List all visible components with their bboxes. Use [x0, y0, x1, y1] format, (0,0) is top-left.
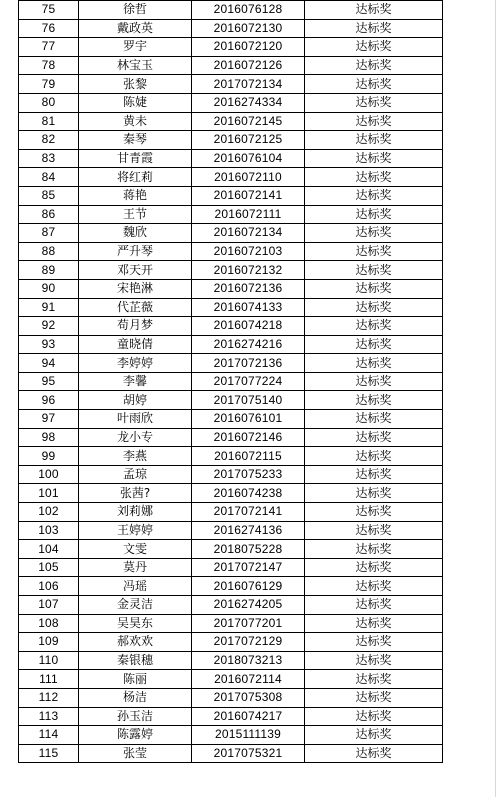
row-number-cell: 106: [19, 577, 79, 596]
table-row: [19, 372, 443, 391]
row-number-cell: 105: [19, 558, 79, 577]
table-row: [19, 205, 443, 224]
award-cell: 达标奖: [305, 744, 443, 763]
award-cell: 达标奖: [305, 503, 443, 522]
student-name-cell: 秦琴: [79, 131, 192, 150]
award-cell: 达标奖: [305, 614, 443, 633]
student-name-cell: 陈婕: [79, 93, 192, 112]
award-cell: 达标奖: [305, 726, 443, 745]
student-name-cell: 杨洁: [79, 688, 192, 707]
award-cell: 达标奖: [305, 93, 443, 112]
table-row: [19, 465, 443, 484]
row-number-cell: 96: [19, 391, 79, 410]
table-row: [19, 428, 443, 447]
student-id-cell: 2016074238: [192, 484, 305, 503]
award-cell: 达标奖: [305, 651, 443, 670]
table-row: [19, 186, 443, 205]
student-id-cell: 2016076104: [192, 149, 305, 168]
row-number-cell: 77: [19, 38, 79, 57]
award-cell: 达标奖: [305, 168, 443, 187]
student-id-cell: 2016072103: [192, 242, 305, 261]
row-number-cell: 107: [19, 596, 79, 615]
award-cell: 达标奖: [305, 149, 443, 168]
student-id-cell: 2017077201: [192, 614, 305, 633]
student-id-cell: 2016074218: [192, 317, 305, 336]
student-name-cell: 叶雨欣: [79, 410, 192, 429]
row-number-cell: 98: [19, 428, 79, 447]
student-name-cell: 代芷薇: [79, 298, 192, 317]
student-id-cell: 2017072147: [192, 558, 305, 577]
table-row: [19, 596, 443, 615]
row-number-cell: 79: [19, 75, 79, 94]
row-number-cell: 93: [19, 335, 79, 354]
award-cell: 达标奖: [305, 372, 443, 391]
row-number-cell: 114: [19, 726, 79, 745]
student-id-cell: 2016072141: [192, 186, 305, 205]
table-row: [19, 651, 443, 670]
student-name-cell: 宋艳淋: [79, 279, 192, 298]
table-row: [19, 93, 443, 112]
table-row: [19, 726, 443, 745]
student-name-cell: 张茜?: [79, 484, 192, 503]
student-name-cell: 金灵洁: [79, 596, 192, 615]
student-name-cell: 张莹: [79, 744, 192, 763]
student-id-cell: 2017072136: [192, 354, 305, 373]
row-number-cell: 113: [19, 707, 79, 726]
student-id-cell: 2016072132: [192, 261, 305, 280]
student-id-cell: 2016072120: [192, 38, 305, 57]
award-cell: 达标奖: [305, 670, 443, 689]
student-id-cell: 2015111139: [192, 726, 305, 745]
row-number-cell: 102: [19, 503, 79, 522]
student-id-cell: 2017075233: [192, 465, 305, 484]
student-name-cell: 李婷婷: [79, 354, 192, 373]
table-row: [19, 391, 443, 410]
table-row: [19, 1, 443, 20]
row-number-cell: 90: [19, 279, 79, 298]
table-row: [19, 19, 443, 38]
student-name-cell: 苟月梦: [79, 317, 192, 336]
table-row: [19, 131, 443, 150]
student-name-cell: 王节: [79, 205, 192, 224]
student-name-cell: 胡婷: [79, 391, 192, 410]
student-id-cell: 2017075140: [192, 391, 305, 410]
student-id-cell: 2016072146: [192, 428, 305, 447]
student-id-cell: 2018075228: [192, 540, 305, 559]
row-number-cell: 94: [19, 354, 79, 373]
row-number-cell: 112: [19, 688, 79, 707]
row-number-cell: 82: [19, 131, 79, 150]
student-name-cell: 黄未: [79, 112, 192, 131]
student-name-cell: 张黎: [79, 75, 192, 94]
student-name-cell: 严升琴: [79, 242, 192, 261]
student-id-cell: 2016076128: [192, 1, 305, 20]
award-cell: 达标奖: [305, 112, 443, 131]
student-id-cell: 2017072129: [192, 633, 305, 652]
student-id-cell: 2016274216: [192, 335, 305, 354]
student-id-cell: 2016072126: [192, 56, 305, 75]
student-id-cell: 2016076101: [192, 410, 305, 429]
award-cell: 达标奖: [305, 317, 443, 336]
row-number-cell: 83: [19, 149, 79, 168]
table-row: [19, 447, 443, 466]
award-cell: 达标奖: [305, 242, 443, 261]
award-cell: 达标奖: [305, 186, 443, 205]
row-number-cell: 110: [19, 651, 79, 670]
row-number-cell: 95: [19, 372, 79, 391]
row-number-cell: 88: [19, 242, 79, 261]
student-name-cell: 蒋艳: [79, 186, 192, 205]
award-cell: 达标奖: [305, 354, 443, 373]
table-row: [19, 279, 443, 298]
student-id-cell: 2016274334: [192, 93, 305, 112]
row-number-cell: 101: [19, 484, 79, 503]
student-name-cell: 冯瑶: [79, 577, 192, 596]
award-cell: 达标奖: [305, 447, 443, 466]
row-number-cell: 92: [19, 317, 79, 336]
award-cell: 达标奖: [305, 75, 443, 94]
student-id-cell: 2016072136: [192, 279, 305, 298]
table-row: [19, 521, 443, 540]
award-cell: 达标奖: [305, 298, 443, 317]
table-row: [19, 707, 443, 726]
award-cell: 达标奖: [305, 1, 443, 20]
student-id-cell: 2016274205: [192, 596, 305, 615]
student-id-cell: 2016072145: [192, 112, 305, 131]
table-row: [19, 261, 443, 280]
award-cell: 达标奖: [305, 596, 443, 615]
student-name-cell: 李馨: [79, 372, 192, 391]
row-number-cell: 78: [19, 56, 79, 75]
table-row: [19, 168, 443, 187]
award-cell: 达标奖: [305, 279, 443, 298]
award-cell: 达标奖: [305, 558, 443, 577]
row-number-cell: 111: [19, 670, 79, 689]
student-id-cell: 2016072125: [192, 131, 305, 150]
table-row: [19, 317, 443, 336]
award-cell: 达标奖: [305, 521, 443, 540]
award-cell: 达标奖: [305, 707, 443, 726]
student-id-cell: 2016074217: [192, 707, 305, 726]
student-name-cell: 林宝玉: [79, 56, 192, 75]
row-number-cell: 99: [19, 447, 79, 466]
row-number-cell: 89: [19, 261, 79, 280]
student-id-cell: 2017072141: [192, 503, 305, 522]
student-name-cell: 孙玉洁: [79, 707, 192, 726]
award-cell: 达标奖: [305, 391, 443, 410]
award-cell: 达标奖: [305, 131, 443, 150]
student-id-cell: 2016072114: [192, 670, 305, 689]
student-id-cell: 2016076129: [192, 577, 305, 596]
student-id-cell: 2016072110: [192, 168, 305, 187]
student-id-cell: 2016072134: [192, 224, 305, 243]
award-cell: 达标奖: [305, 410, 443, 429]
student-name-cell: 王婷婷: [79, 521, 192, 540]
table-row: [19, 688, 443, 707]
row-number-cell: 103: [19, 521, 79, 540]
student-name-cell: 魏欣: [79, 224, 192, 243]
student-id-cell: 2016274136: [192, 521, 305, 540]
row-number-cell: 80: [19, 93, 79, 112]
table-row: [19, 503, 443, 522]
roster-body: [19, 1, 443, 763]
award-cell: 达标奖: [305, 633, 443, 652]
award-roster-table: [18, 0, 443, 763]
award-cell: 达标奖: [305, 428, 443, 447]
student-id-cell: 2017075308: [192, 688, 305, 707]
student-name-cell: 罗宇: [79, 38, 192, 57]
award-cell: 达标奖: [305, 19, 443, 38]
table-row: [19, 298, 443, 317]
student-name-cell: 孟琼: [79, 465, 192, 484]
award-cell: 达标奖: [305, 540, 443, 559]
student-name-cell: 陈丽: [79, 670, 192, 689]
award-cell: 达标奖: [305, 224, 443, 243]
row-number-cell: 81: [19, 112, 79, 131]
award-cell: 达标奖: [305, 261, 443, 280]
award-cell: 达标奖: [305, 688, 443, 707]
row-number-cell: 104: [19, 540, 79, 559]
student-id-cell: 2018073213: [192, 651, 305, 670]
row-number-cell: 100: [19, 465, 79, 484]
table-row: [19, 38, 443, 57]
student-id-cell: 2016072115: [192, 447, 305, 466]
table-row: [19, 558, 443, 577]
table-row: [19, 410, 443, 429]
student-name-cell: 莫丹: [79, 558, 192, 577]
row-number-cell: 109: [19, 633, 79, 652]
row-number-cell: 86: [19, 205, 79, 224]
student-name-cell: 秦银穗: [79, 651, 192, 670]
award-cell: 达标奖: [305, 335, 443, 354]
student-name-cell: 文雯: [79, 540, 192, 559]
student-id-cell: 2017075321: [192, 744, 305, 763]
row-number-cell: 87: [19, 224, 79, 243]
table-row: [19, 633, 443, 652]
table-row: [19, 670, 443, 689]
table-row: [19, 149, 443, 168]
row-number-cell: 115: [19, 744, 79, 763]
student-name-cell: 刘莉娜: [79, 503, 192, 522]
student-name-cell: 徐哲: [79, 1, 192, 20]
student-id-cell: 2016072111: [192, 205, 305, 224]
student-name-cell: 吴昊东: [79, 614, 192, 633]
award-cell: 达标奖: [305, 38, 443, 57]
table-row: [19, 56, 443, 75]
student-name-cell: 戴政英: [79, 19, 192, 38]
table-row: [19, 224, 443, 243]
student-id-cell: 2016072130: [192, 19, 305, 38]
award-cell: 达标奖: [305, 484, 443, 503]
award-cell: 达标奖: [305, 205, 443, 224]
student-name-cell: 龙小专: [79, 428, 192, 447]
student-name-cell: 邓天开: [79, 261, 192, 280]
student-name-cell: 陈露婷: [79, 726, 192, 745]
row-number-cell: 91: [19, 298, 79, 317]
award-cell: 达标奖: [305, 465, 443, 484]
row-number-cell: 97: [19, 410, 79, 429]
table-row: [19, 577, 443, 596]
student-id-cell: 2017077224: [192, 372, 305, 391]
row-number-cell: 75: [19, 1, 79, 20]
student-id-cell: 2017072134: [192, 75, 305, 94]
table-row: [19, 484, 443, 503]
student-name-cell: 甘青霞: [79, 149, 192, 168]
row-number-cell: 85: [19, 186, 79, 205]
row-number-cell: 84: [19, 168, 79, 187]
row-number-cell: 76: [19, 19, 79, 38]
table-row: [19, 744, 443, 763]
student-name-cell: 童晓倩: [79, 335, 192, 354]
student-name-cell: 郝欢欢: [79, 633, 192, 652]
row-number-cell: 108: [19, 614, 79, 633]
table-row: [19, 112, 443, 131]
table-row: [19, 614, 443, 633]
table-row: [19, 75, 443, 94]
award-cell: 达标奖: [305, 577, 443, 596]
table-row: [19, 540, 443, 559]
student-id-cell: 2016074133: [192, 298, 305, 317]
table-row: [19, 354, 443, 373]
award-cell: 达标奖: [305, 56, 443, 75]
student-name-cell: 李燕: [79, 447, 192, 466]
table-row: [19, 242, 443, 261]
student-name-cell: 将红莉: [79, 168, 192, 187]
table-row: [19, 335, 443, 354]
